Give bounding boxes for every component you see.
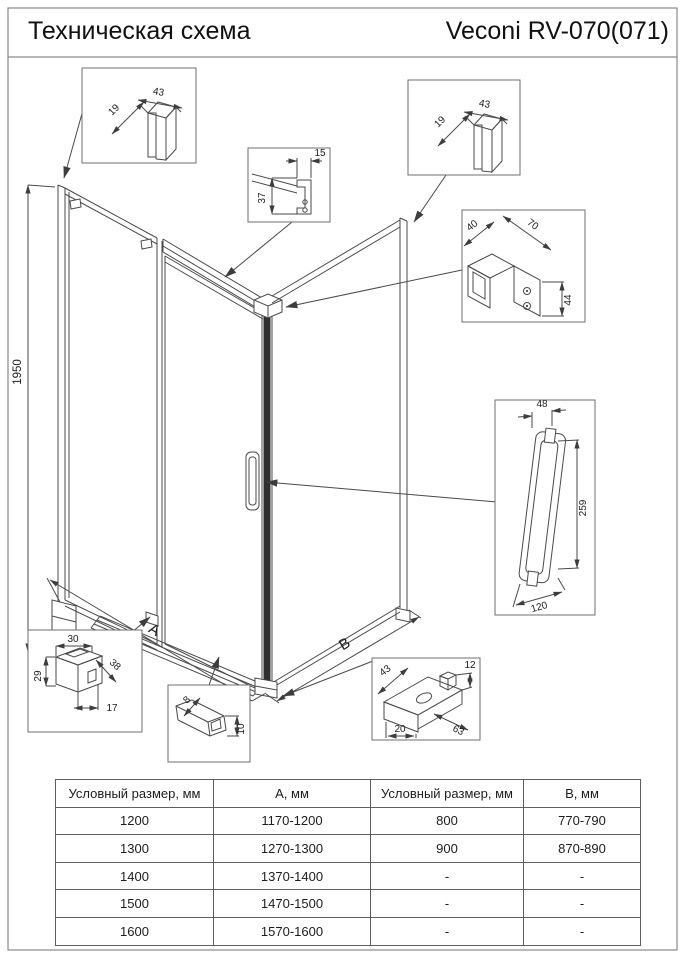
size-table (55, 779, 641, 946)
dim-floor-length: 43 (377, 663, 394, 679)
left-fixed-panel (52, 185, 162, 650)
table-cell: - (524, 890, 641, 918)
header-b-mm: В, мм (524, 780, 641, 808)
detail-box-top-right-profile (408, 80, 520, 175)
dim-rail-size: 8 (181, 694, 194, 707)
table-cell: 900 (371, 835, 524, 863)
table-cell: 1170-1200 (214, 807, 371, 835)
table-cell: 1500 (56, 890, 214, 918)
table-cell: 1370-1400 (214, 862, 371, 890)
detail-box-top-left-profile (82, 68, 196, 163)
table-cell: 800 (371, 807, 524, 835)
header-a-mm: А, мм (214, 780, 371, 808)
dim-bracket-depth: 38 (106, 657, 123, 673)
dim-rail-drop: 37 (257, 192, 268, 204)
table-cell: - (524, 917, 641, 945)
table-cell: 1270-1300 (214, 835, 371, 863)
right-side-panel (265, 218, 410, 692)
dim-rail-height: 10 (236, 723, 247, 735)
door-magnetic-profile (264, 308, 271, 692)
dim-handle-base: 120 (529, 600, 549, 616)
table-cell: 1570-1600 (214, 917, 371, 945)
dim-overall-height: 1950 (12, 359, 24, 385)
wall-clip (70, 199, 81, 209)
table-row (56, 917, 641, 945)
dim-floor-depth: 63 (450, 723, 466, 739)
dim-handle-grip: 48 (536, 399, 548, 410)
table-cell: 1470-1500 (214, 890, 371, 918)
table-cell: - (524, 862, 641, 890)
shower-enclosure-drawing (12, 185, 421, 703)
dim-bracket-height: 29 (33, 670, 44, 682)
page-title: Техническая схема (28, 17, 251, 45)
detail-box-wall-bracket (28, 630, 142, 732)
corner-top-bracket (254, 294, 282, 318)
table-cell: 1300 (56, 835, 214, 863)
door-handle (246, 452, 259, 510)
dim-bracket-width: 30 (67, 634, 79, 645)
dim-handle-length: 259 (578, 499, 589, 517)
detail-box-rail-mount (248, 148, 330, 222)
dim-width-b: B (336, 634, 354, 655)
table-cell: 1600 (56, 917, 214, 945)
table-cell: - (371, 917, 524, 945)
model-name: Veconi RV-070(071) (445, 17, 669, 45)
table-row (56, 807, 641, 835)
table-cell: 870-890 (524, 835, 641, 863)
height-dimension (12, 185, 55, 652)
dim-connector-length: 70 (524, 217, 541, 233)
table-cell: 770-790 (524, 807, 641, 835)
dim-connector-height: 44 (563, 294, 574, 306)
table-row (56, 835, 641, 863)
table-row (56, 862, 641, 890)
dim-bracket-offset: 17 (106, 703, 118, 714)
table-cell: - (371, 890, 524, 918)
dim-floor-width: 20 (394, 724, 406, 735)
header-nominal-size-a: Условный размер, мм (56, 780, 214, 808)
wall-clip (141, 239, 152, 249)
table-header-row (56, 780, 641, 808)
door-panel (163, 239, 282, 694)
table-cell: 1400 (56, 862, 214, 890)
dim-floor-pin: 12 (464, 660, 476, 671)
dim-width-a: A (145, 620, 163, 640)
table-row (56, 890, 641, 918)
table-cell: - (371, 862, 524, 890)
table-cell: 1200 (56, 807, 214, 835)
dim-rail-offset: 15 (314, 148, 326, 159)
dim-connector-width: 40 (464, 218, 481, 234)
header-nominal-size-b: Условный размер, мм (371, 780, 524, 808)
